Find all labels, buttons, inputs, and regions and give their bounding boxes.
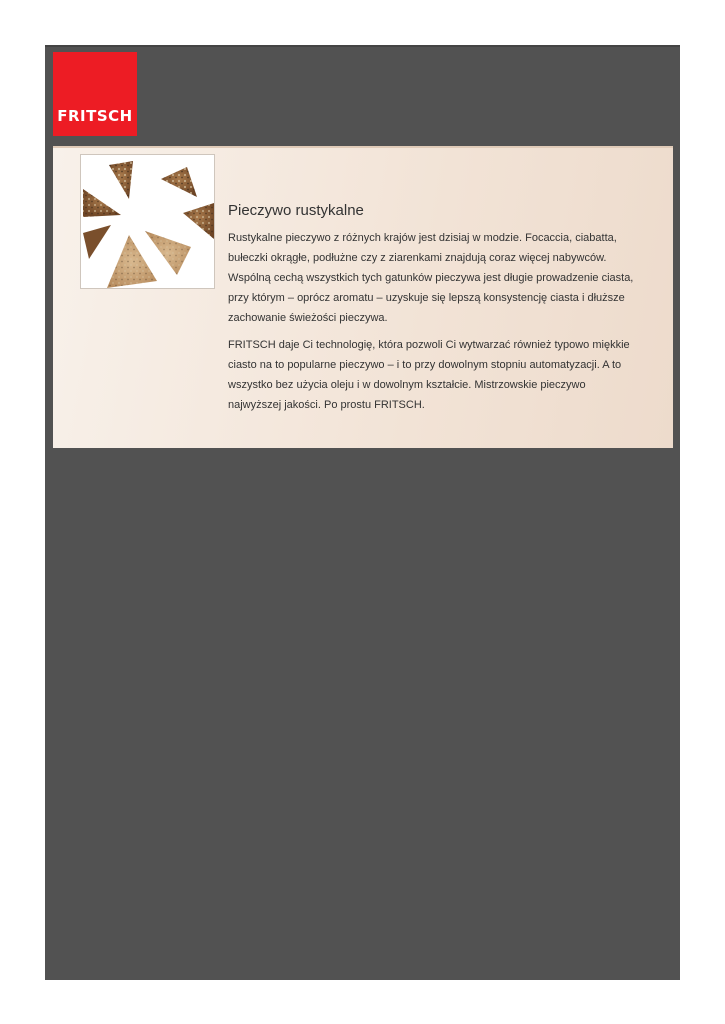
bread-photo [80, 154, 215, 289]
logo-text: FRITSCH [57, 107, 133, 125]
fritsch-logo [53, 52, 137, 136]
article-paragraph-2: FRITSCH daje Ci technologię, która pozwoli Ci wytwarzać również typowo miękkie ciasto na to popularne pieczywo – i to przy dowolnym stopniu automatyzacji. A to wszystko bez użycia oleju i w dowolnym kształcie. Mistrzowskie pieczywo najwyższej jakości. Po prostu FRITSCH. [228, 339, 630, 411]
article-text [228, 202, 640, 422]
article-heading: Pieczywo rustykalne [228, 202, 364, 219]
article-paragraph-1: Rustykalne pieczywo z różnych krajów jest dzisiaj w modzie. Focaccia, ciabatta, bułeczki okrągłe, podłużne czy z ziarenkami znajdują coraz więcej nabywców. Wspólną cechą wszystkich tych gatunków pieczywa jest długie prowadzenie ciasta, przy którym – oprócz aromatu – uzyskuje się lepszą konsystencję ciasta i dłuższe zachowanie świeżości pieczywa. [228, 232, 634, 324]
rustic-bread-illustration [81, 155, 214, 288]
